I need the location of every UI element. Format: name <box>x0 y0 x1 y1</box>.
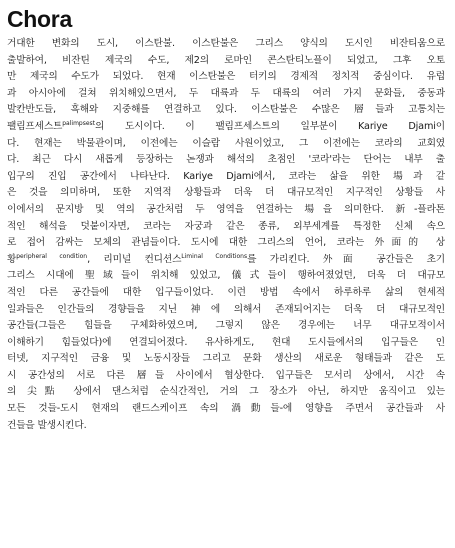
line-text: 터넷, 지구적인 금융 및 노동시장들 그리고 문화 생산의 새로운 형태들과 같은 도 <box>7 353 445 365</box>
line-text: 시 공간성의 서로 다른 層들 사이에서 협상한다. 입구들은 모서리 상에서, 시간 속 <box>7 369 445 381</box>
text-line <box>7 384 445 401</box>
line-text: 거대한 변화의 도시, 이스탄불. 이스탄불은 그리스 양식의 도시인 비잔티움으로 <box>7 38 445 49</box>
line-text: 출발하여, 비잔틴 제국의 수도, 제2의 로마인 콘스탄티노플이 되었고, 그후 오토 <box>7 54 445 66</box>
text-line <box>7 69 445 86</box>
line-text: 만 제국의 수도가 되었다. 현재 이스탄불은 터키의 경제적 정치적 중심이다. 유럽 <box>7 71 445 83</box>
line-text: 그리스 시대에 聖域들이 위치해 있었고, 儀式들이 행하여졌었던, 더욱 더 대규모 <box>7 270 445 282</box>
text-line <box>7 169 445 186</box>
line-text: 건들을 발생시킨다. <box>7 419 87 431</box>
line-text: 공간들(그들은 힘들을 구체화하였으며, 그렇지 않은 경우에는 너무 대규모적이서 <box>7 320 445 332</box>
text-line <box>7 185 445 202</box>
line-text: 황 <box>7 253 17 265</box>
line-text: 다. 최근 다시 새롭게 등장하는 논쟁과 해석의 초점인 '코라'라는 단어는 내부 출 <box>7 154 445 166</box>
gloss-annotation: peripheral condition <box>16 252 88 260</box>
line-text: 이에서의 문지방 및 역의 공간처럼 두 영역을 연결하는 場을 의미한다. 新-플라톤 <box>7 203 445 215</box>
line-text: 로 접어 감싸는 모체의 관념들이다. 도시에 대한 그리스의 언어, 코라는 外面的 상 <box>7 237 445 249</box>
body-paragraph <box>7 36 445 434</box>
text-line <box>7 351 445 368</box>
text-line <box>7 368 445 385</box>
line-text: 의 尖點 상에서 댄스처럼 순식간적인, 거의 그 장소가 아닌, 하지만 움직이고 있는 <box>7 386 445 398</box>
line-text: 팰림프세스트 <box>7 120 63 132</box>
line-text: 발칸반도들, 흑해와 지중해를 연결하고 있다. 이스탄불은 수많은 層들과 고통치는 <box>7 104 445 116</box>
line-text: 의 도시이다. 이 팰림프세스트의 일부분이 Kariye Djami이 <box>95 120 445 132</box>
line-text: 과 아시아에 걸쳐 위치해있으면서, 두 대륙과 두 대륙의 여러 가지 문화들, 중동과 <box>7 87 445 99</box>
line-text: 를 가리킨다. 外面 공간들은 초기 <box>247 253 445 265</box>
text-line <box>7 268 445 285</box>
line-text: 이해하기 힘들었다)에 연결되어졌다. 유사하게도, 현대 도시들에서의 입구들은 인 <box>7 336 445 348</box>
gloss-annotation: Liminal Conditions <box>181 252 248 260</box>
text-line <box>7 219 445 236</box>
text-line <box>7 36 445 53</box>
text-line <box>7 202 445 219</box>
text-line <box>7 335 445 352</box>
text-line <box>7 136 445 153</box>
line-text: 적인 해석을 덧붙이자면, 코라는 자궁과 같은 종류, 외부세계를 특정한 신체 속으 <box>7 220 445 232</box>
page-title: Chora <box>7 6 72 32</box>
text-line <box>7 152 445 169</box>
line-text: 적인 다른 공간들에 대한 입구들이었다. 이런 방법 속에서 하루하루 삶의 현세적 <box>7 286 445 298</box>
text-line <box>7 119 445 136</box>
text-line <box>7 401 445 418</box>
gloss-annotation: palimpsest <box>62 119 96 127</box>
text-line <box>7 285 445 302</box>
line-text: , 리미널 컨디션스 <box>87 253 182 265</box>
text-line <box>7 53 445 70</box>
text-line <box>7 418 445 435</box>
line-text: 입구의 진입 공간에서 나타난다. Kariye Djami에서, 코라는 삶을 위한 場과 같 <box>7 170 445 182</box>
line-text: 일과들은 인간들의 경향들을 지닌 神에 의해서 존재되어지는 더욱 더 대규모적인 <box>7 303 445 315</box>
text-line <box>7 102 445 119</box>
text-line <box>7 86 445 103</box>
line-text: 모든 것들-도시 현재의 랜드스케이프 속의 渦動들-에 영향을 주면서 공간들과 사 <box>7 403 445 415</box>
line-text: 다. 현재는 박물관이며, 이전에는 이슬람 사원이었고, 그 이전에는 코라의 교회였 <box>7 137 445 149</box>
text-line <box>7 318 445 335</box>
line-text: 은 것을 의미하며, 또한 지역적 상황들과 더욱 더 대규모적인 지구적인 상황들 사 <box>7 187 445 199</box>
text-line <box>7 252 445 269</box>
text-line <box>7 235 445 252</box>
text-line <box>7 302 445 319</box>
